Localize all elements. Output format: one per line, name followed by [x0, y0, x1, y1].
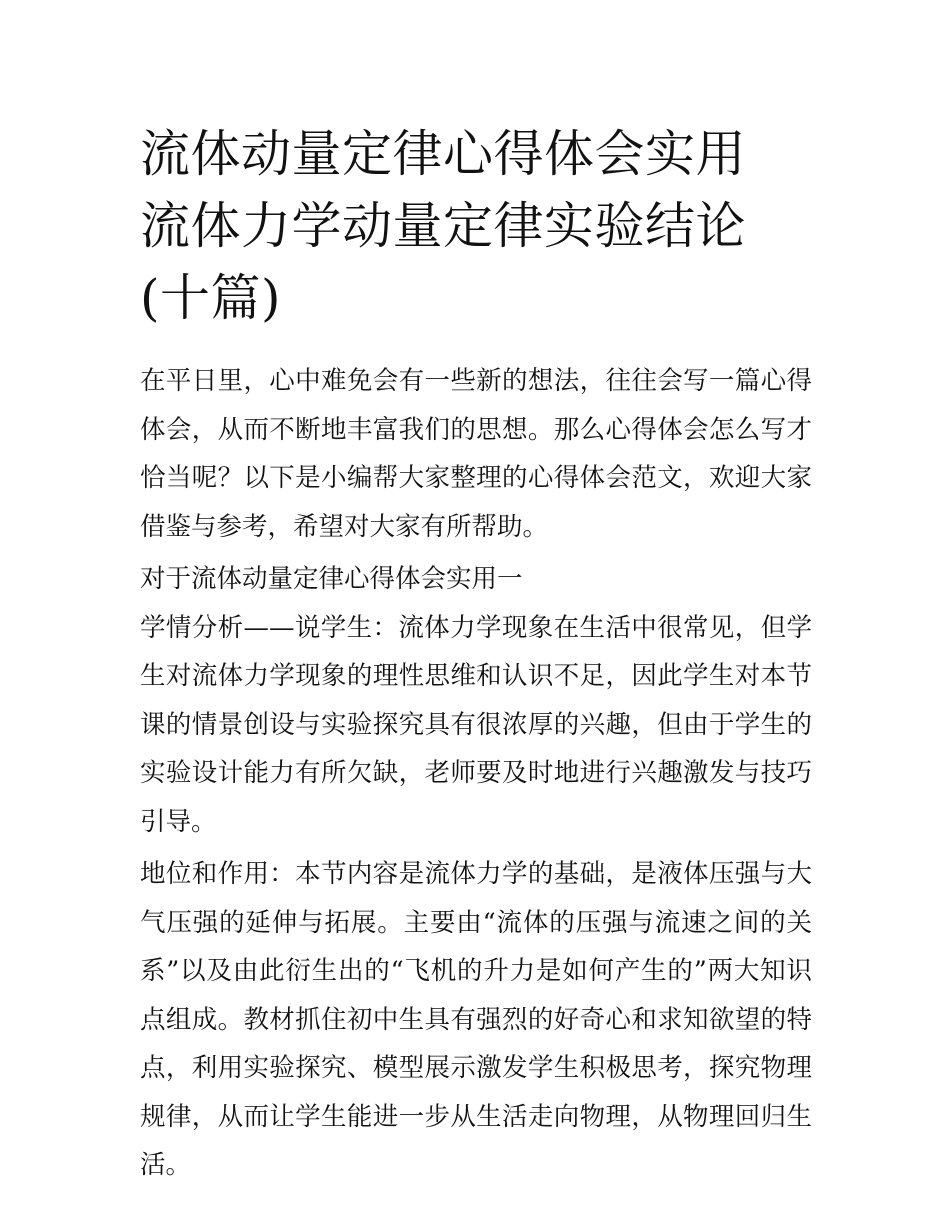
document-title: 流体动量定律心得体会实用 流体力学动量定律实验结论(十篇): [140, 125, 746, 327]
intro-paragraph: 在平日里，心中难免会有一些新的想法，往往会写一篇心得体会，从而不断地丰富我们的思想。那么心得体会怎么写才恰当呢？以下是小编帮大家整理的心得体会范文，欢迎大家借鉴与参考，希望对大家有所帮助。: [140, 366, 812, 542]
section-heading: 对于流体动量定律心得体会实用一: [140, 564, 523, 594]
body-paragraph-role-and-function: 地位和作用：本节内容是流体力学的基础，是液体压强与大气压强的延伸与拓展。主要由“流体的压强与流速之间的关系”以及由此衍生出的“飞机的升力是如何产生的”两大知识点组成。教材抓住初中生具有强烈的好奇心和求知欲望的特点，利用实验探究、模型展示激发学生积极思考，探究物理规律，从而让学生能进一步从生活走向物理，从物理回归生活。: [140, 859, 812, 1180]
document-content: [140, 118, 812, 1190]
body-paragraph-student-analysis: 学情分析——说学生：流体力学现象在生活中很常见，但学生对流体力学现象的理性思维和认识不足，因此学生对本节课的情景创设与实验探究具有很浓厚的兴趣，但由于学生的实验设计能力有所欠缺，老师要及时地进行兴趣激发与技巧引导。: [140, 612, 812, 837]
